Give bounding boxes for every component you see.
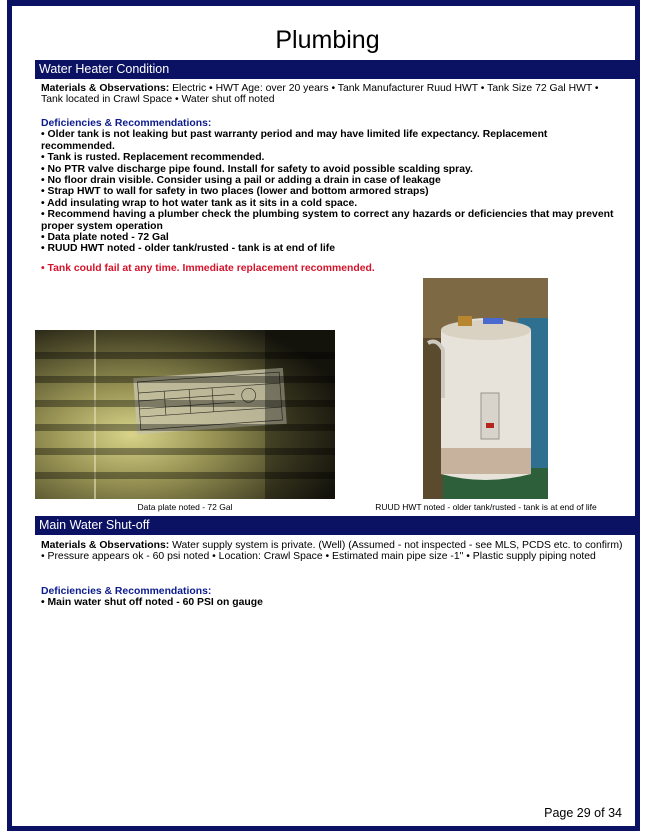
- water-heater-photo: [423, 278, 548, 499]
- list-item: • Data plate noted - 72 Gal: [41, 232, 169, 244]
- data-plate-image: [35, 330, 335, 499]
- section-header-water-heater: Water Heater Condition: [35, 60, 636, 79]
- materials-observations-water-heater: [41, 83, 623, 106]
- photo-caption-water-heater: RUUD HWT noted - older tank/rusted - tank is at end of life: [375, 502, 597, 512]
- materials-text: Water supply system is private. (Well) (Assumed - not inspected - see MLS, PCDS etc. to confirm) • Pressure appears ok - 60 psi noted • Location: Crawl Space • Estimated main pipe size -1" • Plastic supply piping noted: [41, 540, 623, 563]
- list-item: • No floor drain visible. Consider using a pail or adding a drain in case of leakage: [41, 175, 441, 187]
- materials-label: Materials & Observations:: [41, 83, 170, 94]
- warning-text: • Tank could fail at any time. Immediate replacement recommended.: [41, 263, 375, 274]
- list-item: • Strap HWT to wall for safety in two places (lower and bottom armored straps): [41, 186, 429, 198]
- page-number: Page 29 of 34: [544, 806, 622, 820]
- photo-caption-data-plate: Data plate noted - 72 Gal: [137, 502, 233, 512]
- data-plate-photo: [35, 330, 335, 499]
- materials-observations-main-shutoff: [41, 540, 623, 563]
- list-item: • Tank is rusted. Replacement recommended.: [41, 152, 265, 164]
- deficiencies-main-shutoff: [41, 586, 623, 609]
- list-item: • Add insulating wrap to hot water tank as it sits in a cold space.: [41, 197, 358, 209]
- deficiencies-label: Deficiencies & Recommendations:: [41, 118, 212, 129]
- list-item: • No PTR valve discharge pipe found. Install for safety to avoid possible scalding spray.: [41, 163, 473, 175]
- section-header-main-water-shutoff: Main Water Shut-off: [35, 516, 636, 535]
- deficiency-list: [41, 597, 623, 608]
- deficiencies-label: Deficiencies & Recommendations:: [41, 586, 212, 597]
- water-heater-image: [423, 278, 548, 499]
- list-item: • Recommend having a plumber check the plumbing system to correct any hazards or deficiencies that may prevent proper system operation: [41, 209, 614, 232]
- materials-text: Electric • HWT Age: over 20 years • Tank Manufacturer Ruud HWT • Tank Size 72 Gal HWT • Tank located in Crawl Space • Water shut off noted: [41, 83, 599, 106]
- materials-label: Materials & Observations:: [41, 540, 170, 551]
- deficiencies-water-heater: [41, 118, 623, 255]
- list-item: • Older tank is not leaking but past warranty period and may have limited life expectancy. Replacement recommended.: [41, 129, 548, 152]
- list-item: • Main water shut off noted - 60 PSI on gauge: [41, 597, 263, 609]
- deficiency-list: [41, 129, 623, 254]
- list-item: • RUUD HWT noted - older tank/rusted - tank is at end of life: [41, 243, 336, 255]
- page-title: Plumbing: [275, 26, 380, 54]
